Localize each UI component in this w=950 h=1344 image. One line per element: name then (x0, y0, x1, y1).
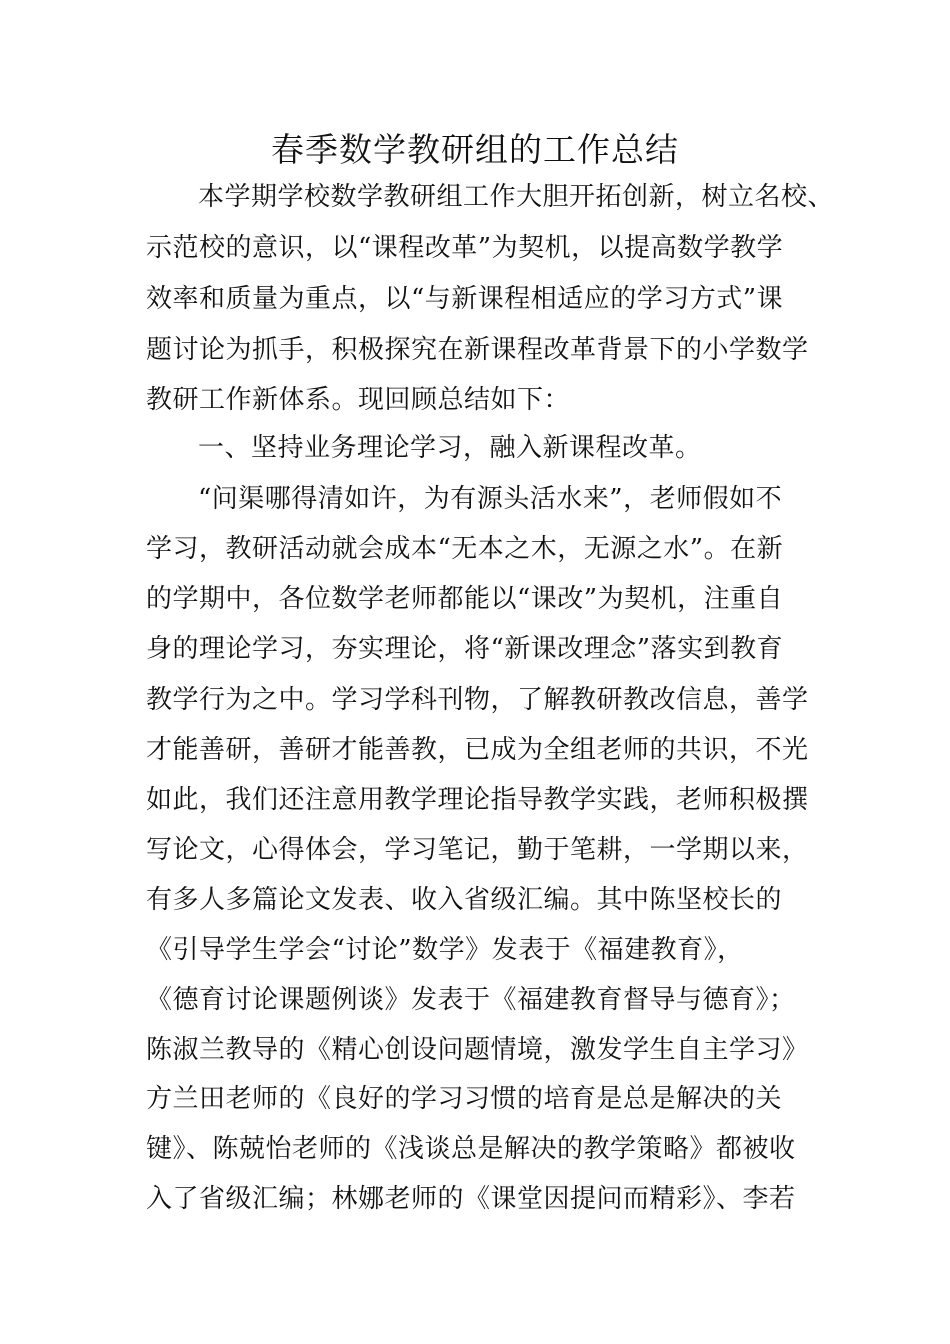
paragraph-line: 写论文，心得体会，学习笔记，勤于笔耕，一学期以来， (146, 835, 809, 865)
paragraph-line: 示范校的意识，以“课程改革”为契机，以提高数学教学 (146, 233, 784, 263)
paragraph-line: “问渠哪得清如许，为有源头活水来”，老师假如不 (198, 484, 783, 514)
paragraph-line: 有多人多篇论文发表、收入省级汇编。其中陈坚校长的 (146, 885, 783, 915)
paragraph-line: 身的理论学习，夯实理论，将“新课改理念”落实到教育 (146, 634, 784, 664)
paragraph-line: 教学行为之中。学习学科刊物，了解教研教改信息，善学 (146, 685, 809, 715)
paragraph-line: 方兰田老师的《良好的学习习惯的培育是总是解决的关 (146, 1084, 783, 1114)
paragraph-line: 如此，我们还注意用教学理论指导教学实践，老师积极撰 (146, 785, 809, 815)
document-title: 春季数学教研组的工作总结 (271, 130, 679, 169)
section-heading: 一、坚持业务理论学习，融入新课程改革。 (198, 433, 702, 463)
paragraph-line: 教研工作新体系。现回顾总结如下： (146, 385, 571, 415)
paragraph-line: 键》、陈兢怡老师的《浅谈总是解决的教学策略》都被收 (146, 1134, 796, 1164)
paragraph-line: 入了省级汇编；林娜老师的《课堂因提问而精彩》、李若 (146, 1184, 796, 1214)
paragraph-line: 学习，教研活动就会成本“无本之木，无源之水”。在新 (146, 534, 784, 564)
paragraph-line: 《德育讨论课题例谈》发表于《福建教育督导与德育》； (146, 985, 796, 1015)
paragraph-line: 才能善研，善研才能善教，已成为全组老师的共识，不光 (146, 735, 809, 765)
paragraph-line: 本学期学校数学教研组工作大胆开拓创新，树立名校、 (198, 182, 835, 212)
paragraph-line: 的学期中，各位数学老师都能以“课改”为契机，注重自 (146, 584, 784, 614)
paragraph-line: 题讨论为抓手，积极探究在新课程改革背景下的小学数学 (146, 335, 809, 365)
paragraph-line: 陈淑兰教导的《精心创设问题情境，激发学生自主学习》 (146, 1035, 809, 1065)
paragraph-line: 《引导学生学会“讨论”数学》发表于《福建教育》， (146, 935, 744, 965)
paragraph-line: 效率和质量为重点，以“与新课程相适应的学习方式”课 (146, 284, 784, 314)
